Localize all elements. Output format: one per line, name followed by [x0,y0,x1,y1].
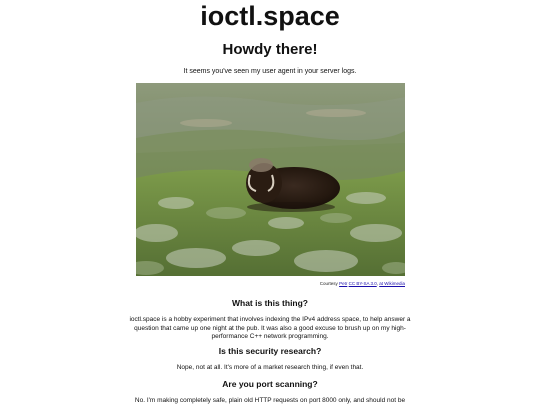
photo-credit: Courtesy Petr CC BY-SA 3.0, at Wikimedia [319,281,405,286]
credit-author-link[interactable]: Petr [339,281,348,286]
intro-text: It seems you've seen my user agent in your server logs. [183,68,357,75]
credit-license-link[interactable]: CC BY-SA 3.0 [348,281,377,286]
credit-prefix: Courtesy [319,281,338,286]
faq-answer-security: Nope, not at all. It's more of a market research thing, if even that. [176,364,364,371]
faq-question-port-scanning: Are you port scanning? [222,379,318,389]
musk-ox-photo [136,83,405,276]
site-title: ioctl.space [200,1,340,31]
faq-answer-what: ioctl.space is a hobby experiment that involves indexing the IPv4 address space, to help answer a question that came up one night at the pub. It was also a good excuse to brush up on my high-performance C++ network programming. [129,316,411,340]
faq-answer-port-scanning: No. I'm making completely safe, plain old HTTP requests on port 8000 only, and should not be [134,397,406,404]
faq-question-what: What is this thing? [231,298,309,308]
greeting-heading: Howdy there! [222,41,318,58]
faq-question-security: Is this security research? [218,346,322,356]
credit-source-link[interactable]: at Wikimedia [379,281,405,286]
